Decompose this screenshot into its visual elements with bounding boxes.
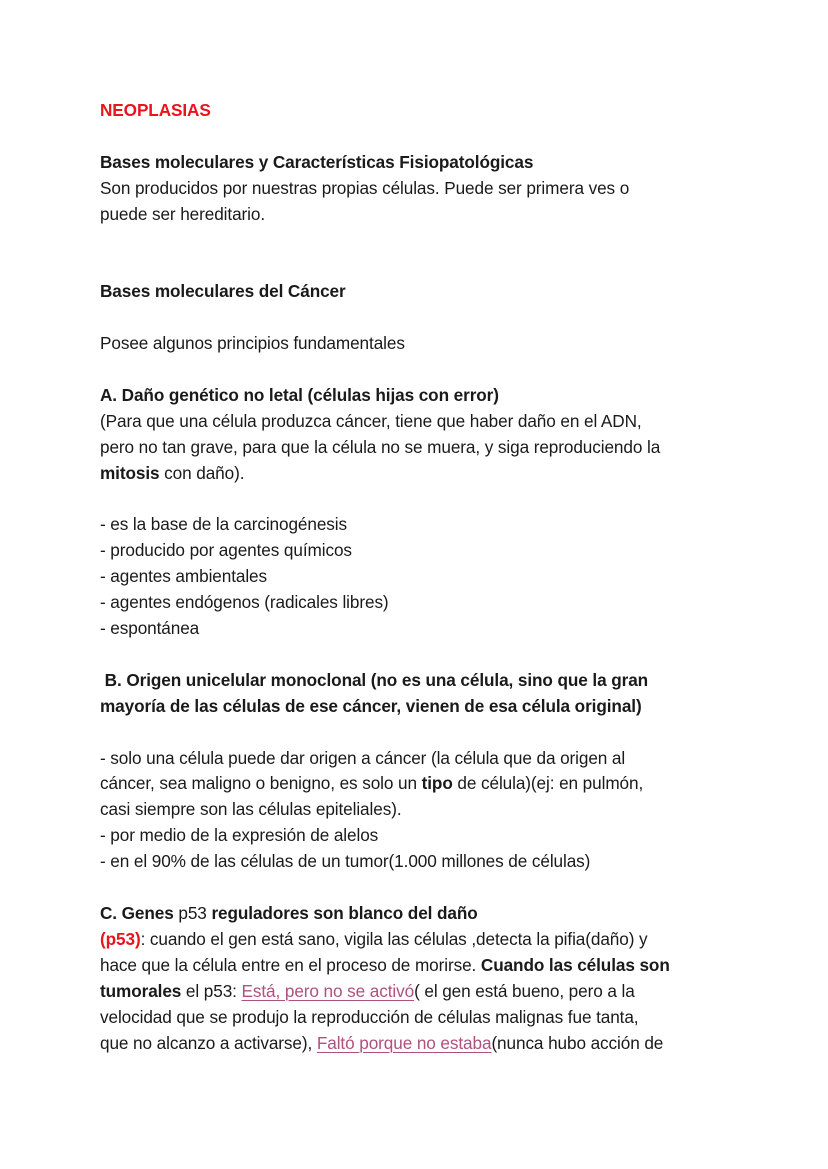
section2-heading: Bases moleculares del Cáncer — [100, 281, 346, 302]
principle-c-line3: tumorales el p53: Está, pero no se activó( el gen está bueno, pero a la — [100, 980, 635, 1001]
document-title: NEOPLASIAS — [100, 100, 211, 120]
principle-c-line2: hace que la célula entre en el proceso de morirse. Cuando las células son — [100, 954, 670, 975]
list-item: - agentes endógenos (radicales libres) — [100, 592, 389, 613]
principle-b-heading-line2: mayoría de las células de ese cáncer, vienen de esa célula original) — [100, 695, 642, 716]
principle-b-bullet1-line3: casi siempre son las células epiteliales). — [100, 799, 402, 820]
section1-heading: Bases moleculares y Características Fisiopatológicas — [100, 151, 534, 172]
link-falto-porque-no-estaba[interactable]: Faltó porque no estaba — [316, 1032, 492, 1053]
link-esta-pero-no-se-activo[interactable]: Está, pero no se activó — [241, 980, 415, 1001]
principle-a-line2: pero no tan grave, para que la célula no se muera, y siga reproduciendo la — [100, 436, 661, 457]
list-item: - producido por agentes químicos — [100, 540, 352, 561]
principle-c-line1: (p53): cuando el gen está sano, vigila las células ,detecta la pifia(daño) y — [100, 928, 648, 949]
principle-c-line4: velocidad que se produjo la reproducción de células malignas fue tanta, — [100, 1006, 639, 1027]
principle-b-bullet3: - en el 90% de las células de un tumor(1.000 millones de células) — [100, 851, 591, 872]
section1-text-line2: puede ser hereditario. — [100, 203, 266, 224]
principle-b-bullet1-line1: - solo una célula puede dar origen a cáncer (la célula que da origen al — [100, 747, 626, 768]
principle-b-bullet1-line2: cáncer, sea maligno o benigno, es solo un tipo de célula)(ej: en pulmón, — [100, 773, 644, 794]
p53-highlight: (p53) — [100, 928, 141, 949]
list-item: - agentes ambientales — [100, 566, 268, 587]
document-page — [100, 98, 740, 1056]
list-item: - es la base de la carcinogénesis — [100, 514, 348, 535]
list-item: - espontánea — [100, 618, 200, 639]
principle-a-heading: A. Daño genético no letal (células hijas con error) — [100, 384, 499, 405]
principle-a-line1: (Para que una célula produzca cáncer, tiene que haber daño en el ADN, — [100, 410, 642, 431]
principle-b-heading-line1: B. Origen unicelular monoclonal (no es una célula, sino que la gran — [100, 669, 649, 690]
section1-text-line1: Son producidos por nuestras propias células. Puede ser primera ves o — [100, 177, 630, 198]
section2-intro: Posee algunos principios fundamentales — [100, 333, 405, 354]
principle-b-bullet2: - por medio de la expresión de alelos — [100, 825, 379, 846]
principle-c-line5: que no alcanzo a activarse), Faltó porque no estaba(nunca hubo acción de — [100, 1032, 664, 1053]
principle-c-heading: C. Genes p53 reguladores son blanco del daño — [100, 902, 478, 923]
principle-a-line3: mitosis con daño). — [100, 462, 245, 483]
